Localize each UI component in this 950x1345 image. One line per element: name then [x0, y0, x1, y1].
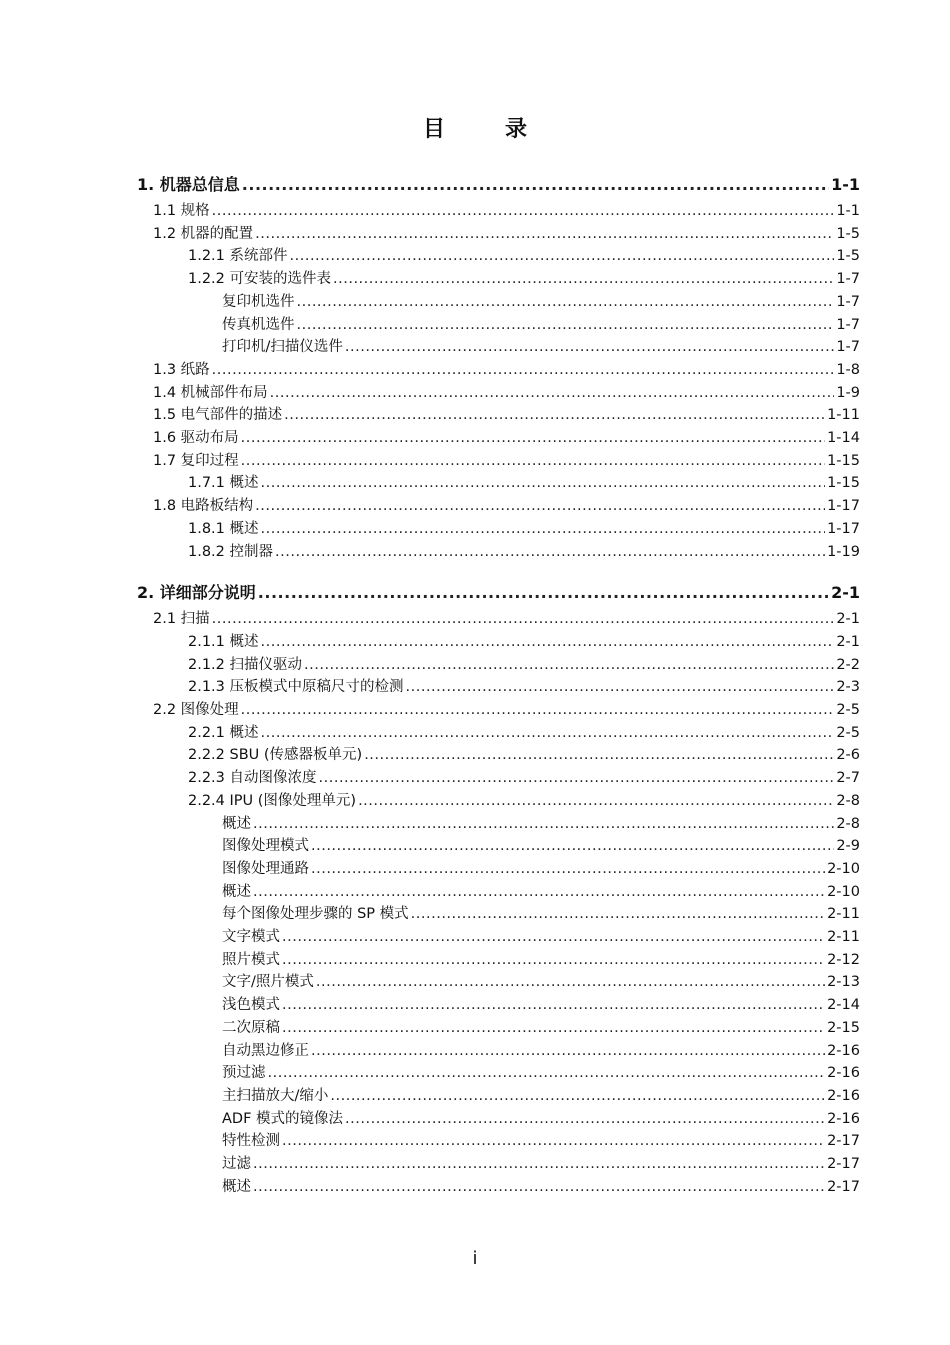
dot-leader: [282, 1019, 825, 1037]
toc-entry-page: 2-14: [827, 997, 860, 1014]
dot-leader: [212, 202, 835, 220]
toc-entry: [222, 903, 860, 923]
toc-entry-page: 1-1: [836, 203, 860, 219]
toc-entry: [222, 813, 860, 833]
toc-entry-label: 1.2.2 可安装的选件表: [188, 271, 332, 288]
toc-entry-page: 2-10: [827, 860, 860, 877]
toc-entry-label: 2.2.4 IPU (图像处理单元): [188, 792, 357, 809]
toc-entry-label: 2.2 图像处理: [153, 702, 239, 718]
dot-leader: [212, 610, 835, 628]
toc-entry-label: 文字模式: [222, 929, 280, 945]
toc-entry: [222, 926, 860, 946]
dot-leader: [330, 1087, 825, 1105]
dot-leader: [253, 883, 825, 901]
toc-entry: [153, 450, 860, 470]
dot-leader: [311, 860, 825, 878]
toc-entry-page: 1-15: [827, 475, 860, 492]
toc-entry: [222, 314, 860, 334]
dot-leader: [261, 474, 826, 492]
toc-entry-page: 1-17: [827, 498, 860, 515]
dot-leader: [212, 361, 835, 379]
toc-entry-label: 图像处理通路: [222, 860, 309, 877]
toc-entry-page: 2-5: [836, 702, 860, 718]
toc-entry-label: 1.5 电气部件的描述: [153, 407, 283, 424]
toc-entry-label: 打印机/扫描仪选件: [222, 339, 343, 356]
dot-leader: [311, 837, 834, 855]
dot-leader: [270, 384, 835, 402]
dot-leader: [253, 1178, 825, 1196]
toc-entry-label: 1.8.2 控制器: [188, 543, 274, 560]
dot-leader: [282, 996, 825, 1014]
toc-entry: [222, 1017, 860, 1037]
dot-leader: [358, 792, 834, 810]
toc-entry: [222, 835, 860, 855]
toc-entry-label: 2.2.3 自动图像浓度: [188, 770, 317, 787]
toc-entry: [153, 382, 860, 402]
dot-leader: [304, 656, 834, 674]
dot-leader: [282, 1132, 825, 1150]
dot-leader: [253, 815, 834, 833]
toc-entry-label: 1.7.1 概述: [188, 475, 259, 492]
toc-entry-page: 2-17: [827, 1133, 860, 1150]
toc-entry-label: 2.2.2 SBU (传感器板单元): [188, 747, 363, 764]
dot-leader: [345, 1110, 825, 1128]
toc-entry-label: 照片模式: [222, 951, 280, 968]
toc-entry-label: 复印机选件: [222, 293, 295, 310]
toc-entry-label: 1.4 机械部件布局: [153, 384, 268, 401]
dot-leader: [364, 746, 834, 764]
toc-entry: [153, 200, 860, 220]
toc-entry: [222, 994, 860, 1014]
dot-leader: [297, 293, 835, 311]
toc-entry-label: 1.2.1 系统部件: [188, 248, 288, 265]
toc-entry: [222, 971, 860, 991]
toc-entry-page: 2-15: [827, 1019, 860, 1036]
toc-entry-page: 2-16: [827, 1065, 860, 1082]
toc-entry-page: 1-8: [836, 361, 860, 378]
toc-entry: [188, 722, 860, 742]
title-char-left: 目: [422, 116, 445, 142]
toc-entry-page: 2-6: [836, 747, 860, 764]
toc-entry-page: 2-17: [827, 1156, 860, 1172]
toc-entry-label: 每个图像处理步骤的 SP 模式: [222, 906, 409, 923]
dot-leader: [411, 905, 825, 923]
toc-entry-page: 1-7: [836, 271, 860, 288]
title-char-right: 录: [505, 116, 528, 142]
toc-entry-page: 1-7: [836, 339, 860, 356]
toc-entry-label: 1.8 电路板结构: [153, 498, 254, 515]
toc-entry-page: 2-17: [827, 1178, 860, 1195]
toc-entry-label: 1.2 机器的配置: [153, 225, 254, 242]
dot-leader: [282, 951, 825, 969]
dot-leader: [255, 497, 825, 515]
toc-entry: [222, 1085, 860, 1105]
dot-leader: [275, 543, 825, 561]
dot-leader: [284, 406, 825, 424]
dot-leader: [319, 769, 835, 787]
toc-entry: [188, 790, 860, 810]
toc-entry-page: 1-14: [827, 430, 860, 446]
toc-entry-label: 1.3 纸路: [153, 361, 210, 378]
dot-leader: [406, 678, 835, 696]
toc-entry: [222, 1130, 860, 1150]
toc-entry-label: 2.2.1 概述: [188, 724, 259, 741]
toc-entry: [222, 1062, 860, 1082]
toc-entry-page: 2-16: [827, 1087, 860, 1104]
toc-entry-page: 2-1: [836, 611, 860, 628]
toc-entry: [222, 1176, 860, 1196]
toc-entry-label: 过滤: [222, 1156, 251, 1172]
toc-entry: [222, 1153, 860, 1173]
toc-entry-label: 1.6 驱动布局: [153, 430, 239, 446]
toc-entry-label: 特性检测: [222, 1133, 280, 1150]
toc-entry-page: 2-9: [836, 838, 860, 855]
dot-leader: [268, 1064, 826, 1082]
toc-entry-page: 2-11: [827, 929, 860, 945]
toc-entry-page: 2-16: [827, 1042, 860, 1059]
toc-entry: [153, 223, 860, 243]
toc-entry-page: 1-7: [836, 293, 860, 310]
toc-entry-page: 2-7: [836, 770, 860, 787]
dot-leader: [241, 701, 835, 719]
toc-entry: [188, 268, 860, 288]
toc-entry: [153, 359, 860, 379]
toc-entry-page: 2-3: [836, 679, 860, 696]
toc-entry-label: 概述: [222, 815, 251, 832]
toc-entry-page: 2-2: [836, 656, 860, 673]
toc-entry: [153, 404, 860, 424]
toc-entry-page: 2-5: [836, 724, 860, 741]
toc-entry-page: 2-1: [831, 583, 860, 603]
toc-entry-page: 2-10: [827, 883, 860, 900]
dot-leader: [316, 973, 825, 991]
toc-entry-label: ADF 模式的镜像法: [222, 1110, 344, 1127]
toc-entry-page: 2-11: [827, 906, 860, 923]
toc-entry: [188, 631, 860, 651]
toc-entry-label: 图像处理模式: [222, 838, 309, 855]
toc-entry: [188, 541, 860, 561]
toc-entry: [188, 676, 860, 696]
toc-entry-label: 主扫描放大/缩小: [222, 1087, 329, 1104]
toc-entry-page: 1-5: [836, 248, 860, 265]
dot-leader: [282, 928, 825, 946]
toc-entry-page: 2-13: [827, 974, 860, 991]
toc-entry-page: 1-19: [827, 543, 860, 560]
toc-entry: [188, 767, 860, 787]
toc-entry-page: 2-12: [827, 951, 860, 968]
toc-entry-label: 概述: [222, 1178, 251, 1195]
toc-entry: [188, 518, 860, 538]
toc-entry: [153, 495, 860, 515]
toc-entry-label: 预过滤: [222, 1065, 266, 1082]
dot-leader: [297, 316, 835, 334]
toc-entry-label: 概述: [222, 883, 251, 900]
dot-leader: [241, 429, 825, 447]
toc-entry-label: 2.1.3 压板模式中原稿尺寸的检测: [188, 679, 404, 696]
dot-leader: [333, 270, 834, 288]
dot-leader: [241, 452, 825, 470]
dot-leader: [258, 584, 829, 602]
toc-entry-label: 1.8.1 概述: [188, 520, 259, 537]
toc-entry-page: 1-15: [827, 452, 860, 469]
toc-entry: [222, 336, 860, 356]
toc-entry: [222, 291, 860, 311]
dot-leader: [311, 1042, 825, 1060]
toc-entry-page: 1-9: [836, 384, 860, 401]
toc-entry-page: 1-11: [827, 407, 860, 424]
toc-entry: [222, 949, 860, 969]
toc-entry-label: 2.1 扫描: [153, 611, 210, 628]
toc-entry-page: 1-1: [831, 175, 860, 194]
toc-entry: [222, 858, 860, 878]
toc-entry-page: 1-7: [836, 316, 860, 333]
dot-leader: [290, 247, 835, 265]
toc-entry-label: 2.1.1 概述: [188, 633, 259, 650]
toc-entry-page: 2-16: [827, 1110, 860, 1127]
toc-entry: [188, 472, 860, 492]
toc-entry: [188, 744, 860, 764]
toc-entry-label: 文字/照片模式: [222, 974, 314, 991]
toc-entry-label: 2.1.2 扫描仪驱动: [188, 656, 303, 673]
toc-entry-label: 浅色模式: [222, 997, 280, 1014]
toc-entry-page: 2-1: [836, 633, 860, 650]
dot-leader: [261, 520, 826, 538]
dot-leader: [255, 225, 834, 243]
toc-entry-label: 1.1 规格: [153, 203, 210, 219]
dot-leader: [345, 338, 834, 356]
toc-entry: [153, 427, 860, 447]
toc-entry: [188, 245, 860, 265]
page-number: i: [472, 1248, 478, 1269]
toc-entry-label: 传真机选件: [222, 316, 295, 333]
toc-entry: [153, 608, 860, 628]
dot-leader: [261, 633, 835, 651]
dot-leader: [253, 1155, 825, 1173]
toc-entry: [188, 654, 860, 674]
dot-leader: [242, 176, 829, 194]
toc-entry: [153, 699, 860, 719]
toc-entry-page: 1-17: [827, 520, 860, 537]
toc-entry-label: 二次原稿: [222, 1019, 280, 1036]
toc-chapter-entry: [137, 582, 860, 602]
toc-entry: [222, 1040, 860, 1060]
toc-entry-label: 2. 详细部分说明: [137, 583, 256, 603]
toc-chapter-entry: [137, 174, 860, 194]
toc-entry: [222, 1108, 860, 1128]
toc-entry-page: 2-8: [836, 815, 860, 832]
toc-entry-label: 自动黑边修正: [222, 1042, 309, 1059]
dot-leader: [261, 724, 835, 742]
toc-entry: [222, 881, 860, 901]
toc-entry-page: 1-5: [836, 225, 860, 242]
toc-entry-page: 2-8: [836, 792, 860, 809]
toc-entry-label: 1.7 复印过程: [153, 452, 239, 469]
toc-entry-label: 1. 机器总信息: [137, 175, 240, 194]
